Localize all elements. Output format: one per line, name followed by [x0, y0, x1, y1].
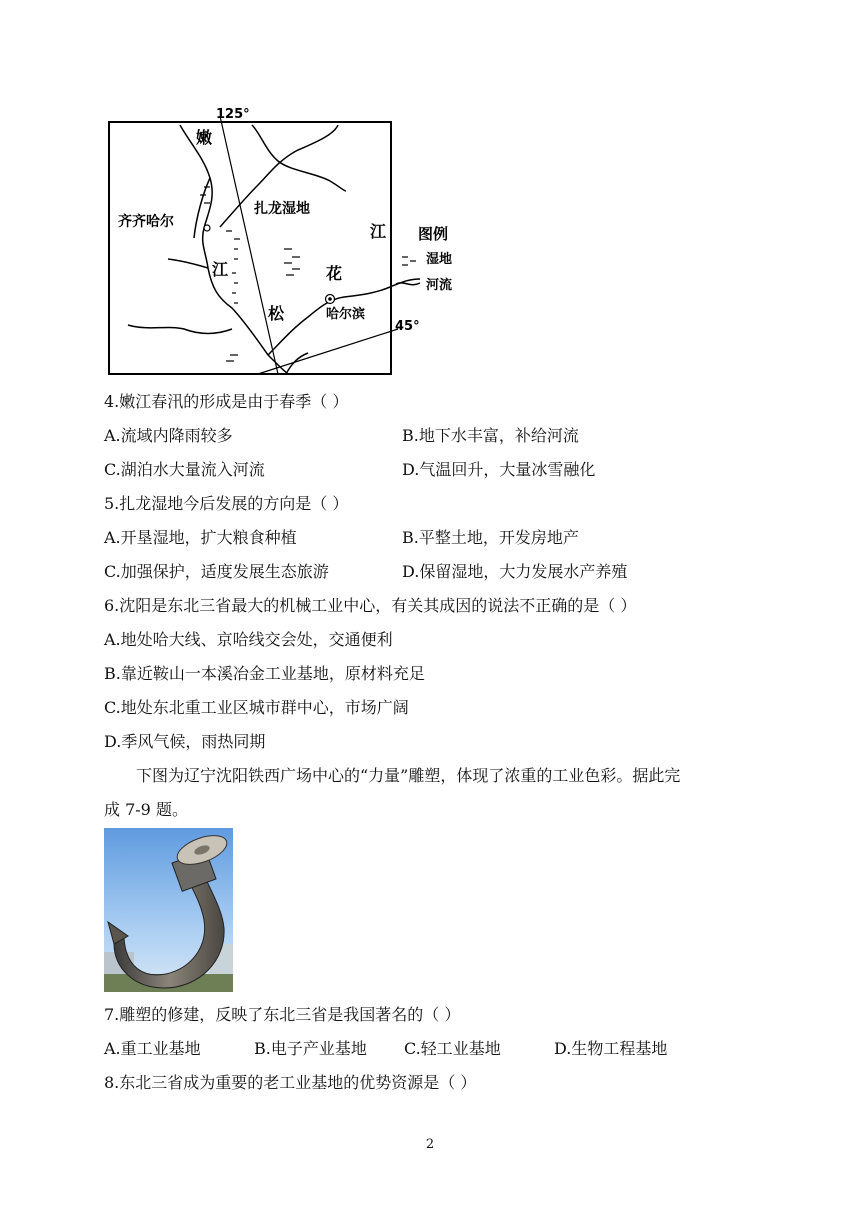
question-7-option-a: A.重工业基地: [104, 1039, 201, 1058]
legend-title: 图例: [418, 225, 449, 243]
question-4-option-d: D.气温回升，大量冰雪融化: [402, 460, 596, 479]
river-lines: [128, 125, 420, 374]
question-7-option-c: C.轻工业基地: [404, 1039, 501, 1058]
question-4-option-b: B.地下水丰富，补给河流: [402, 426, 579, 445]
question-5-option-a: A.开垦湿地，扩大粮食种植: [104, 528, 297, 547]
question-6-option-b: B.靠近鞍山一本溪冶金工业基地，原材料充足: [104, 664, 425, 683]
question-5-stem: 5.扎龙湿地今后发展的方向是（ ）: [104, 494, 349, 513]
city-qiqihar-label: 齐齐哈尔: [118, 214, 174, 230]
parallel-line: [258, 329, 398, 374]
passage-line-2: 成 7-9 题。: [104, 800, 188, 819]
question-5-option-b: B.平整土地，开发房地产: [402, 528, 579, 547]
question-7-option-d: D.生物工程基地: [554, 1039, 668, 1058]
legend-wetland-label: 湿地: [426, 252, 453, 267]
question-4-option-c: C.湖泊水大量流入河流: [104, 460, 265, 479]
city-harbin-label: 哈尔滨: [326, 307, 366, 322]
question-6-stem: 6.沈阳是东北三省最大的机械工业中心，有关其成因的说法不正确的是（ ）: [104, 596, 637, 615]
river-nen-label: 嫩: [196, 128, 213, 147]
river-jiang-left-label: 江: [212, 260, 229, 279]
question-6-option-c: C.地处东北重工业区城市群中心，市场广阔: [104, 698, 409, 717]
river-song-label: 松: [268, 304, 285, 323]
question-6-option-a: A.地处哈大线、京哈线交会处，交通便利: [104, 630, 393, 649]
question-5-option-d: D.保留湿地，大力发展水产养殖: [402, 562, 628, 581]
question-5-option-c: C.加强保护，适度发展生态旅游: [104, 562, 329, 581]
legend-wetland-symbol: [402, 257, 416, 265]
map-figure: [108, 103, 458, 378]
question-7-option-b: B.电子产业基地: [254, 1039, 367, 1058]
river-hua-label: 花: [326, 264, 343, 283]
question-7-stem: 7.雕塑的修建，反映了东北三省是我国著名的（ ）: [104, 1005, 461, 1024]
meridian-line: [220, 116, 278, 374]
legend-river-symbol: [396, 283, 420, 285]
river-jiang-right-label: 江: [370, 222, 387, 241]
passage-line-1: 下图为辽宁沈阳铁西广场中心的“力量”雕塑，体现了浓重的工业色彩。据此完: [136, 766, 681, 785]
sculpture-photo: [104, 828, 233, 992]
qiqihar-marker: [204, 225, 210, 231]
question-8-stem: 8.东北三省成为重要的老工业基地的优势资源是（ ）: [104, 1073, 477, 1092]
latitude-label: 45°: [395, 319, 420, 334]
question-6-option-d: D.季风气候，雨热同期: [104, 732, 266, 751]
legend-river-label: 河流: [426, 278, 453, 293]
question-4-stem: 4.嫩江春汛的形成是由于春季（ ）: [104, 392, 349, 411]
wetland-zhalong-label: 扎龙湿地: [254, 201, 310, 217]
question-4-option-a: A.流域内降雨较多: [104, 426, 233, 445]
page-number: 2: [425, 1137, 435, 1152]
longitude-label: 125°: [216, 107, 250, 122]
